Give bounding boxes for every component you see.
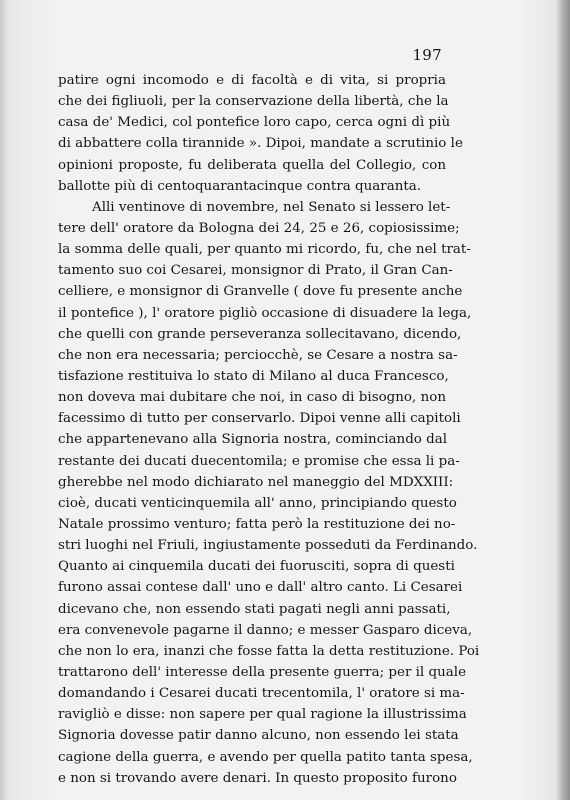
text-line: Natale prossimo venturo; fatta però la restituzione dei no- [58, 516, 456, 532]
text-line: tisfazione restituiva lo stato di Milano al duca Francesco, [58, 368, 449, 384]
text-line: domandando i Cesarei ducati trecentomila, l' oratore si ma- [58, 686, 465, 702]
text-line: facessimo di tutto per conservarlo. Dipoi venne alli capitoli [58, 411, 461, 427]
text-line: Alli ventinove di novembre, nel Senato si lessero let- [92, 199, 451, 215]
text-line: Quanto ai cinquemila ducati dei fuorusciti, sopra di questi [58, 559, 455, 575]
text-line: cagione della guerra, e avendo per quella patito tanta spesa, [58, 749, 473, 765]
text-line: che quelli con grande perseveranza sollecitavano, dicendo, [58, 326, 462, 342]
text-line: che non lo era, inanzi che fosse fatta la detta restituzione. Poi [58, 643, 480, 659]
text-line: tamento suo coi Cesarei, monsignor di Prato, il Gran Can- [58, 263, 453, 279]
body-text [58, 70, 480, 789]
text-line: stri luoghi nel Friuli, ingiustamente posseduti da Ferdinando. [58, 538, 478, 554]
text-line: restante dei ducati duecentomila; e promise che essa li pa- [58, 453, 460, 469]
text-line: celliere, e monsignor di Granvelle ( dove fu presente anche [58, 284, 463, 300]
text-line: furono assai contese dall' uno e dall' altro canto. Li Cesarei [58, 580, 463, 596]
text-line: non doveva mai dubitare che noi, in caso di bisogno, non [58, 390, 446, 406]
text-line: e non si trovando avere denari. In questo proposito furono [58, 770, 457, 786]
page-number: 197 [412, 46, 442, 64]
page-gutter-shadow [0, 0, 8, 800]
text-line: cioè, ducati venticinquemila all' anno, principiando questo [58, 495, 457, 511]
page-edge-shadow [556, 0, 570, 800]
text-line: la somma delle quali, per quanto mi ricordo, fu, che nel trat- [58, 242, 471, 258]
text-line: casa de' Medici, col pontefice loro capo, cerca ogni dì più [58, 115, 451, 131]
text-line: che appartenevano alla Signoria nostra, cominciando dal [58, 432, 448, 448]
text-line: di abbattere colla tirannide ». Dipoi, mandate a scrutinio le [58, 136, 463, 152]
text-line: opinioni proposte, fu deliberata quella del Collegio, con [58, 157, 446, 173]
text-line: ravigliò e disse: non sapere per qual ragione la illustrissima [58, 707, 467, 723]
text-line: dicevano che, non essendo stati pagati negli anni passati, [58, 601, 451, 617]
text-line: che dei figliuoli, per la conservazione della libertà, che la [58, 94, 449, 110]
text-line: che non era necessaria; perciocchè, se Cesare a nostra sa- [58, 347, 458, 363]
text-line: patire ogni incomodo e di facoltà e di vita, si propria [58, 73, 446, 88]
text-line: ballotte più di centoquarantacinque contra quaranta. [58, 178, 422, 194]
text-line: gherebbe nel modo dichiarato nel maneggio del MDXXIII: [58, 474, 454, 490]
text-line: trattarono dell' interesse della presente guerra; per il quale [58, 664, 467, 680]
text-line: il pontefice ), l' oratore pigliò occasione di disuadere la lega, [58, 305, 472, 321]
text-line: era convenevole pagarne il danno; e messer Gasparo diceva, [58, 622, 473, 638]
text-line: Signoria dovesse patir danno alcuno, non essendo lei stata [58, 728, 459, 744]
text-line: tere dell' oratore da Bologna dei 24, 25 e 26, copiosissime; [58, 220, 460, 236]
